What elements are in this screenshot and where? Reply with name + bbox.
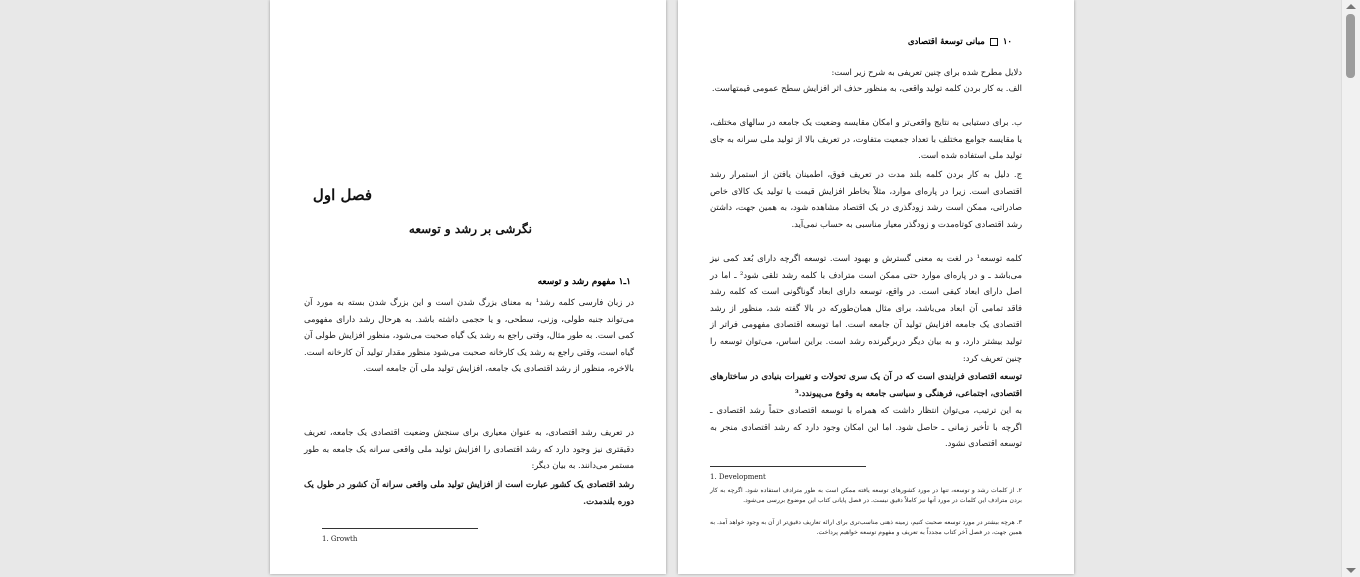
footnote: 1. Development xyxy=(710,473,766,481)
paragraph: در تعریف رشد اقتصادی، به عنوان معیاری برای سنجش وضعیت اقتصادی یک جامعه، تعریف دقیقتری نیز وجود دارد که رشد اقتصادی را افزایش تولید ملی واقعی سرانه یک جامعه به طور مستمر می‌دانند. به بیان دیگر: xyxy=(304,427,634,471)
footnote: ۳. هرچه بیشتر در مورد توسعه صحبت کنیم، زمینه ذهنی مناسب‌تری برای ارائه تعاریف دقیق‌تر از آن به وجود خواهد آمد. به همین جهت، در فصل آخر کتاب مجدداً به تعریف و مفهوم توسعه خواهیم پرداخت. xyxy=(710,519,1022,537)
vertical-scrollbar[interactable] xyxy=(1341,0,1360,577)
scroll-down-arrow-icon[interactable] xyxy=(1346,568,1356,573)
page-left xyxy=(270,0,666,574)
paragraph: دلایل مطرح شده برای چنین تعریفی به شرح زیر است: xyxy=(831,67,1022,77)
paragraph: الف. به کار بردن کلمه تولید واقعی، به منظور حذف اثر افزایش سطح عمومی قیمتهاست. xyxy=(711,83,1022,93)
paragraph: به این ترتیب، می‌توان انتظار داشت که همراه با توسعه اقتصادی حتماً رشد اقتصادی ـ اگرچه با تأخیر زمانی ـ حاصل شود. اما این امکان وجود دارد که رشد اقتصادی منجر به توسعه اقتصادی نشود. xyxy=(710,405,1022,449)
definition: رشد اقتصادی یک کشور عبارت است از افزایش تولید ملی واقعی سرانه آن کشور در طول یک دوره بلندمدت. xyxy=(304,479,634,506)
scrollbar-thumb[interactable] xyxy=(1346,14,1355,78)
scroll-up-arrow-icon[interactable] xyxy=(1346,4,1356,9)
footnote: 1. Growth xyxy=(322,535,358,543)
chapter-title: فصل اول xyxy=(312,186,372,204)
section-heading: ۱ـ۱ مفهوم رشد و توسعه xyxy=(537,277,631,287)
footnote: ۲. از کلمات رشد و توسعه، تنها در مورد کشورهای توسعه یافته ممکن است به طور مترادف استفاده شود. اگرچه به کار بردن مترادف این کلمات در مورد آنها نیز کاملاً دقیق نیست. در فصل پایانی کتاب این موضوع بررسی می‌شود. xyxy=(710,487,1022,505)
box-icon xyxy=(990,38,998,46)
footnote-rule xyxy=(322,528,478,529)
page-number: ۱۰ xyxy=(1002,37,1012,47)
page-right xyxy=(678,0,1074,574)
paragraph: کلمه توسعه¹ در لغت به معنی گسترش و بهبود است. توسعه اگرچه دارای بُعد کمی نیز می‌باشد ـ و در پاره‌ای موارد حتی ممکن است مترادف با کلمه رشد تلقی شود² ـ اما در اصل دارای ابعاد کیفی است. در واقع، توسعه دارای ابعاد گوناگونی است که کلمه رشد فاقد تمامی آن ابعاد می‌باشد، برای مثال همان‌طورکه در بالا گفته شد، منظور از رشد اقتصادی یک جامعه افزایش تولید آن جامعه است. اما توسعه اقتصادی مفهومی فراتر از تولید بیشتر دارد، و به بیان دیگر دربرگیرنده رشد است. براین اساس، می‌توان توسعه را چنین تعریف کرد: xyxy=(710,253,1022,363)
footnote-rule xyxy=(710,466,866,467)
paragraph: ج. دلیل به کار بردن کلمه بلند مدت در تعریف فوق، اطمینان یافتن از استمرار رشد اقتصادی است. زیرا در پاره‌ای موارد، مثلاً بخاطر افزایش قیمت یا تولید یک کالای خاص صادراتی، ممکن است رشد زودگذری در یک اقتصاد مشاهده شود، به همین جهت، داشتن رشد اقتصادی کوتاه‌مدت و زودگذر معیار مناسبی به حساب نمی‌آید. xyxy=(710,169,1022,229)
paragraph: ب. برای دستیابی به نتایج واقعی‌تر و امکان مقایسه وضعیت یک جامعه در سالهای مختلف، یا مقایسه جوامع مختلف با تعداد جمعیت متفاوت، در تعریف بالا از تولید ملی سرانه به جای تولید ملی استفاده شده است. xyxy=(710,117,1022,161)
chapter-subtitle: نگرشی بر رشد و توسعه xyxy=(408,222,532,236)
running-head-title: مبانی توسعهٔ اقتصادی xyxy=(907,37,985,47)
paragraph: در زبان فارسی کلمه رشد¹ به معنای بزرگ شدن است و این بزرگ شدن بسته به مورد آن می‌تواند جنبه طولی، وزنی، سطحی، و یا حجمی داشته باشد. به هرحال رشد دارای مفهومی کمی است. به طور مثال، وقتی راجع به رشد یک گیاه صحبت می‌شود، منظور افزایش طولی آن گیاه است، وقتی راجع به رشد یک کارخانه صحبت می‌شود منظور مقدار تولید آن کارخانه است. بالاخره، منظور از رشد اقتصادی یک جامعه، افزایش تولید ملی آن جامعه است. xyxy=(304,297,634,374)
running-head xyxy=(908,37,1012,47)
definition: توسعه اقتصادی فرایندی است که در آن یک سری تحولات و تغییرات بنیادی در ساختارهای اقتصادی، اجتماعی، فرهنگی و سیاسی جامعه به وقوع می‌پیوندد.³ xyxy=(710,371,1022,398)
